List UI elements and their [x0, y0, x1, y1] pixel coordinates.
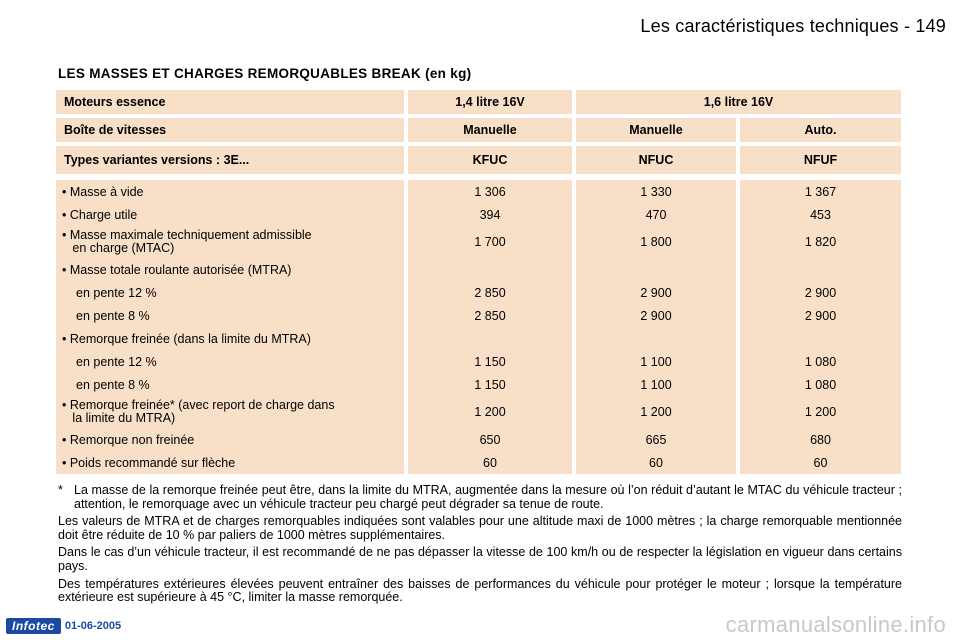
row-label: • Masse à vide	[62, 184, 144, 199]
row-value-a	[408, 327, 572, 350]
gearbox-row	[56, 118, 901, 142]
note-temperature: Des températures extérieures élevées peuvent entraîner des baisses de performances du véhicule pour protéger le moteur ; lorsque la température extérieure est supérieure à 45 °C, limiter la masse remorquée.	[58, 576, 902, 605]
row-value-b: 2 900	[640, 308, 672, 323]
notes	[58, 484, 902, 605]
engine-bc: 1,6 litre 16V	[576, 90, 901, 114]
footer	[6, 618, 121, 634]
page-header: Les caractéristiques techniques - 149	[640, 16, 946, 36]
row-value-c: 2 900	[804, 285, 837, 300]
row-value-b: 1 800	[640, 235, 672, 249]
row-value-a: 394	[479, 207, 501, 222]
column-c	[740, 180, 901, 474]
note-speed: Dans le cas d’un véhicule tracteur, il est recommandé de ne pas dépasser la vitesse de 100 km/h ou de respecter la législation en vigueur dans certains pays.	[58, 545, 902, 573]
row-value-a: 1 306	[474, 184, 506, 199]
column-a	[408, 180, 572, 474]
row-value-c: 1 820	[804, 235, 837, 249]
row-value-a: 1 200	[474, 405, 506, 419]
row-value-c: 1 367	[804, 184, 837, 199]
watermark: carmanualsonline.info	[725, 612, 946, 637]
row-value-c: 1 200	[804, 405, 837, 419]
row-value-a: 1 150	[474, 354, 506, 369]
column-b	[576, 180, 736, 474]
row-value-a: 60	[483, 455, 497, 470]
engine-a: 1,4 litre 16V	[408, 90, 572, 114]
row-value-c: 453	[810, 207, 831, 222]
row-label: • Masse totale roulante autorisée (MTRA)	[62, 262, 292, 277]
row-value-b	[576, 327, 736, 350]
row-value-a: 650	[479, 432, 501, 447]
row-value-c	[740, 258, 901, 281]
row-value-b	[576, 258, 736, 281]
row-value-b: 1 100	[640, 377, 672, 392]
row-value-c	[740, 327, 901, 350]
footnote-text: La masse de la remorque freinée peut être, dans la limite du MTRA, augmentée dans la mesure où l’on réduit d’autant le MTAC du véhicule tracteur ; attention, le remorquage avec un véhicule tracteur peu chargé peut dégrader sa tenue de route.	[74, 483, 902, 511]
row-label: • Charge utile	[62, 207, 138, 222]
row-label: • Remorque non freinée	[62, 432, 195, 447]
row-value-c: 60	[813, 455, 828, 470]
row-label: • Poids recommandé sur flèche	[62, 455, 236, 470]
types-b: NFUC	[576, 146, 736, 174]
gearbox-b: Manuelle	[576, 118, 736, 142]
types-row	[56, 146, 901, 174]
row-value-a: 2 850	[474, 308, 506, 323]
footnote-mark: *	[58, 483, 63, 497]
engine-row	[56, 90, 901, 114]
row-value-b: 665	[645, 432, 667, 447]
label-column	[56, 180, 404, 474]
engine-label: Moteurs essence	[56, 90, 404, 114]
row-label: • Masse maximale techniquement admissible en charge (MTAC)	[62, 228, 312, 255]
row-value-b: 470	[645, 207, 667, 222]
gearbox-a: Manuelle	[408, 118, 572, 142]
row-value-c: 1 080	[804, 354, 837, 369]
row-value-b: 60	[649, 455, 663, 470]
row-value-a: 1 700	[474, 235, 506, 249]
infotec-logo: Infotec	[6, 618, 61, 634]
row-value-b: 1 330	[640, 184, 672, 199]
row-label: en pente 12 %	[76, 285, 157, 300]
section-title: LES MASSES ET CHARGES REMORQUABLES BREAK (en kg)	[58, 66, 472, 81]
row-value-a	[408, 258, 572, 281]
row-label: • Remorque freinée (dans la limite du MTRA)	[62, 331, 311, 346]
row-value-b: 2 900	[640, 285, 672, 300]
row-label: en pente 8 %	[76, 377, 150, 392]
row-value-a: 1 150	[474, 377, 506, 392]
types-c: NFUF	[740, 146, 901, 174]
types-a: KFUC	[408, 146, 572, 174]
row-value-b: 1 200	[640, 405, 672, 419]
row-value-c: 680	[810, 432, 831, 447]
footer-date: 01-06-2005	[64, 620, 122, 632]
row-value-c: 1 080	[804, 377, 837, 392]
row-label: en pente 8 %	[76, 308, 150, 323]
row-value-b: 1 100	[640, 354, 672, 369]
mass-table	[56, 90, 901, 474]
row-label: • Remorque freinée* (avec report de charge dans la limite du MTRA)	[62, 398, 335, 425]
footnote	[58, 484, 902, 511]
gearbox-c: Auto.	[740, 118, 901, 142]
row-value-c: 2 900	[804, 308, 837, 323]
gearbox-label: Boîte de vitesses	[56, 118, 404, 142]
row-label: en pente 12 %	[76, 354, 157, 369]
note-altitude: Les valeurs de MTRA et de charges remorquables indiquées sont valables pour une altitude maxi de 1000 mètres ; la charge remorquable mentionnée doit être réduite de 10 % par paliers de 1000 mètres supplémentaires.	[58, 514, 902, 542]
types-label: Types variantes versions : 3E...	[56, 146, 404, 174]
row-value-a: 2 850	[474, 285, 506, 300]
data-block	[56, 180, 901, 474]
